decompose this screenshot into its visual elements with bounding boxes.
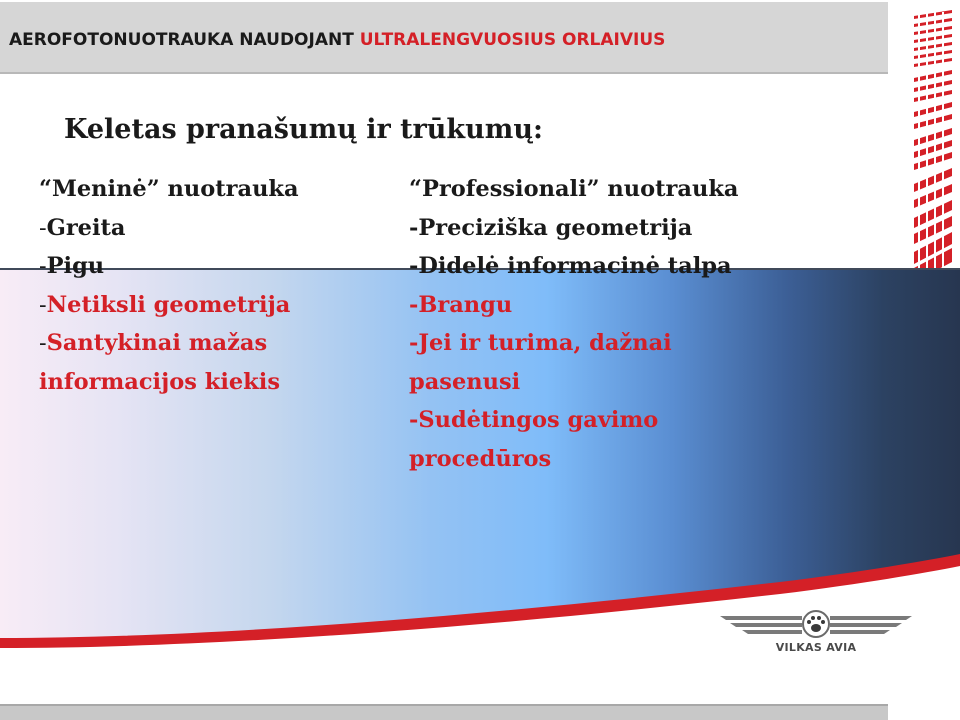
- right-item: procedūros: [409, 445, 552, 472]
- left-column: [39, 170, 399, 401]
- header-bar: [0, 2, 888, 74]
- bullet-dash: -: [39, 214, 47, 241]
- bullet-dash: -: [39, 253, 47, 279]
- header-title-accent: ULTRALENGVUOSIUS ORLAIVIUS: [359, 30, 666, 50]
- left-item: [39, 247, 399, 286]
- left-item-text: Greita: [46, 214, 126, 241]
- logo-text: VILKAS AVIA: [775, 641, 857, 654]
- left-item: [39, 209, 399, 248]
- right-item: -Sudėtingos gavimo: [409, 407, 659, 433]
- left-item: [39, 324, 399, 363]
- left-item: [39, 286, 399, 325]
- left-item-text: Santykinai mažas: [46, 330, 268, 356]
- right-item: -Preciziška geometrija: [409, 214, 693, 241]
- right-column: [409, 170, 859, 478]
- right-item: pasenusi: [409, 368, 521, 395]
- right-column-heading: “Professionali” nuotrauka: [409, 176, 739, 202]
- right-item: -Brangu: [409, 291, 513, 318]
- header-title-dark: AEROFOTONUOTRAUKA NAUDOJANT: [9, 30, 354, 50]
- vilkas-avia-logo: [716, 604, 916, 664]
- bullet-dash: -: [39, 330, 47, 356]
- slide-title: Keletas pranašumų ir trūkumų:: [64, 114, 543, 145]
- left-item-continuation: informacijos kiekis: [39, 368, 280, 395]
- bottom-bar: [0, 704, 888, 720]
- bullet-dash: -: [39, 291, 47, 318]
- decorative-stripes: [900, 0, 960, 290]
- left-column-heading: “Meninė” nuotrauka: [39, 176, 299, 202]
- right-item: -Didelė informacinė talpa: [409, 253, 732, 279]
- header-title: [9, 30, 665, 50]
- left-item-text: Pigu: [46, 253, 105, 279]
- left-item-text: Netiksli geometrija: [46, 291, 291, 318]
- right-item: -Jei ir turima, dažnai: [409, 330, 672, 356]
